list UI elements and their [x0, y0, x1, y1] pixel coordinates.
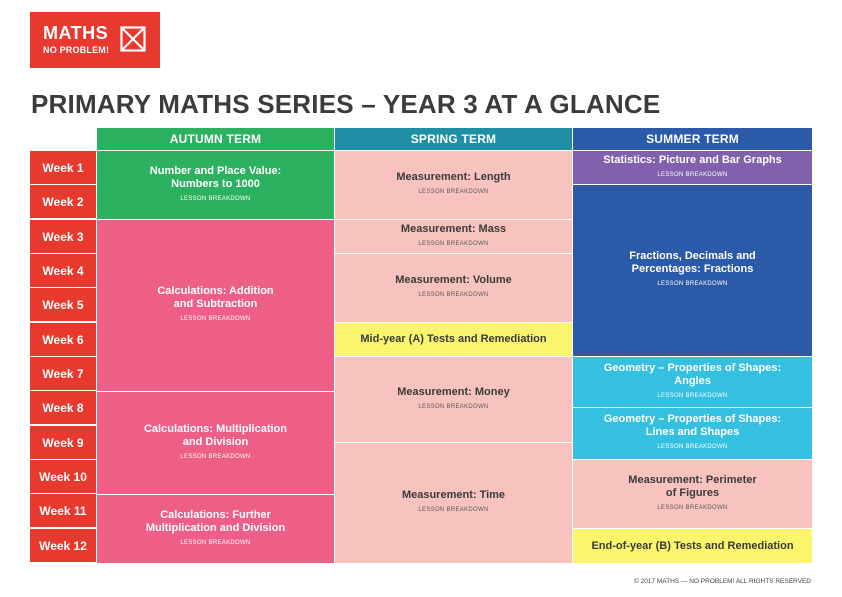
unit-title: Geometry – Properties of Shapes: Lines and Shapes: [603, 413, 782, 438]
week-label: Week 4: [30, 254, 96, 287]
unit-fractions[interactable]: [573, 185, 812, 356]
summer-term-header: SUMMER TERM: [573, 128, 812, 150]
logo-mark-icon: [120, 26, 146, 52]
unit-geometry-lines-shapes[interactable]: [573, 408, 812, 459]
unit-further-multiplication-division[interactable]: [97, 495, 334, 563]
week-label: Week 6: [30, 323, 96, 356]
unit-title: Measurement: Money: [397, 385, 510, 398]
unit-mass[interactable]: [335, 220, 572, 253]
unit-title: Measurement: Perimeter of Figures: [628, 473, 757, 499]
logo-line-1: MATHS: [43, 23, 109, 43]
week-label: Week 5: [30, 288, 96, 321]
unit-title: Number and Place Value: Numbers to 1000: [149, 164, 282, 190]
unit-title: Measurement: Mass: [400, 222, 507, 235]
unit-number-place-value[interactable]: [97, 151, 334, 219]
lesson-breakdown-link[interactable]: LESSON BREAKDOWN: [418, 189, 489, 195]
lesson-breakdown-link[interactable]: LESSON BREAKDOWN: [657, 281, 728, 287]
week-label: Week 3: [30, 220, 96, 253]
spring-term-header: SPRING TERM: [335, 128, 572, 150]
autumn-term-header: AUTUMN TERM: [97, 128, 334, 150]
unit-title: Geometry – Properties of Shapes: Angles: [603, 361, 782, 387]
unit-addition-subtraction[interactable]: [97, 220, 334, 391]
lesson-breakdown-link[interactable]: LESSON BREAKDOWN: [418, 403, 489, 410]
unit-mid-year-tests[interactable]: [335, 323, 572, 356]
week-label: Week 12: [30, 529, 96, 562]
week-label: Week 8: [30, 391, 96, 424]
unit-length[interactable]: [335, 151, 572, 219]
week-label: Week 7: [30, 357, 96, 390]
unit-title: Measurement: Length: [396, 171, 511, 183]
lesson-breakdown-link[interactable]: LESSON BREAKDOWN: [657, 171, 728, 178]
week-label: Week 1: [30, 151, 96, 184]
lesson-breakdown-link[interactable]: LESSON BREAKDOWN: [418, 292, 489, 298]
unit-money[interactable]: [335, 357, 572, 442]
week-label: Week 10: [30, 460, 96, 493]
unit-title: Calculations: Multiplication and Division: [143, 422, 287, 448]
lesson-breakdown-link[interactable]: LESSON BREAKDOWN: [657, 504, 728, 511]
lesson-breakdown-link[interactable]: LESSON BREAKDOWN: [418, 240, 489, 247]
unit-perimeter[interactable]: [573, 460, 812, 528]
lesson-breakdown-link[interactable]: LESSON BREAKDOWN: [657, 392, 728, 399]
unit-time[interactable]: [335, 443, 572, 563]
lesson-breakdown-link[interactable]: LESSON BREAKDOWN: [180, 539, 251, 546]
lesson-breakdown-link[interactable]: LESSON BREAKDOWN: [418, 507, 489, 513]
unit-geometry-angles[interactable]: [573, 357, 812, 407]
maths-no-problem-logo: [30, 12, 160, 68]
unit-title: Mid-year (A) Tests and Remediation: [360, 333, 547, 345]
unit-multiplication-division[interactable]: [97, 392, 334, 494]
unit-title: Statistics: Picture and Bar Graphs: [603, 153, 782, 166]
week-label: Week 2: [30, 185, 96, 218]
unit-end-of-year-tests[interactable]: [573, 529, 812, 563]
unit-title: Measurement: Time: [401, 489, 506, 501]
logo-line-2: NO PROBLEM!: [43, 45, 110, 55]
copyright-notice: © 2017 MATHS — NO PROBLEM! ALL RIGHTS RESERVED: [634, 578, 811, 585]
lesson-breakdown-link[interactable]: LESSON BREAKDOWN: [180, 453, 251, 460]
unit-title: Calculations: Addition and Subtraction: [157, 285, 274, 310]
unit-title: Measurement: Volume: [395, 274, 512, 286]
week-label: Week 9: [30, 426, 96, 459]
unit-statistics[interactable]: [573, 151, 812, 184]
lesson-breakdown-link[interactable]: LESSON BREAKDOWN: [180, 195, 251, 202]
unit-volume[interactable]: [335, 254, 572, 322]
unit-title: Calculations: Further Multiplication and Division: [145, 508, 286, 534]
lesson-breakdown-link[interactable]: LESSON BREAKDOWN: [180, 316, 251, 322]
unit-title: Fractions, Decimals and Percentages: Fractions: [629, 250, 756, 275]
lesson-breakdown-link[interactable]: LESSON BREAKDOWN: [657, 444, 728, 450]
unit-title: End-of-year (B) Tests and Remediation: [591, 539, 794, 552]
week-label: Week 11: [30, 494, 96, 527]
page-title: PRIMARY MATHS SERIES – YEAR 3 AT A GLANCE: [31, 89, 661, 119]
